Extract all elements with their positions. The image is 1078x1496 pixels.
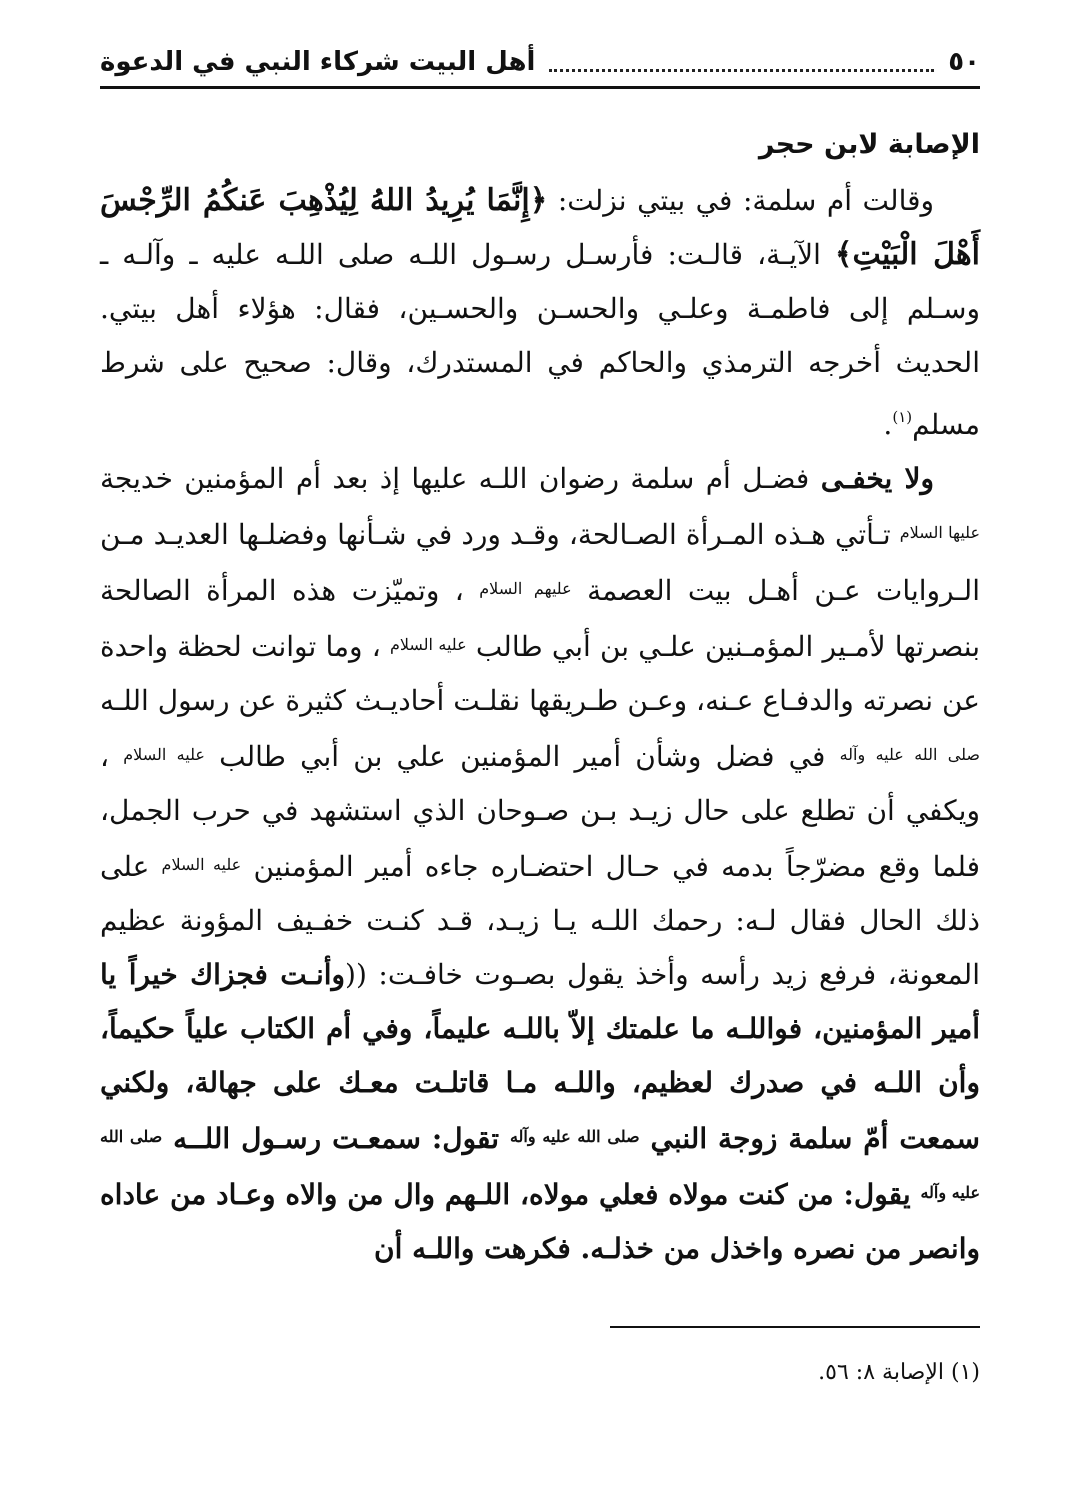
source-heading: الإصابة لابن حجر xyxy=(758,129,980,160)
honorific-symbol: صلى الله عليه وآله xyxy=(509,1127,640,1146)
footnote-rule xyxy=(610,1326,980,1328)
p2-text-7: على ذلك الحال فقال لـه: رحمك اللـه يـا زيـد، قـد كنـت خفـيف المؤونة عظيم المعونة، فرفع زيد رأسه وأخذ يقول بصـوت خافـت: (( xyxy=(100,850,980,991)
footnote: (١) الإصابة ٨: ٥٦. xyxy=(818,1360,980,1385)
leader-dots xyxy=(549,53,934,72)
honorific-symbol: عليه السلام xyxy=(123,745,205,764)
honorific-symbol: عليه السلام xyxy=(161,855,242,874)
honorific-symbol: عليهم السلام xyxy=(479,579,572,598)
p2-text-3: ، وتميّزت هذه المرأة الصالحة بنصرتها لأمـير المؤمـنين علـي بن أبي طالب xyxy=(100,574,980,663)
p1-end: . xyxy=(883,408,893,441)
running-title: أهل البيت شركاء النبي في الدعوة xyxy=(100,47,536,77)
page-number: ٥٠ xyxy=(948,47,980,77)
running-header xyxy=(100,40,980,84)
honorific-symbol: عليه السلام xyxy=(389,635,467,654)
footnote-ref: (١) xyxy=(892,408,913,426)
honorific-symbol: صلى الله عليه وآله xyxy=(100,1127,980,1202)
honorific-symbol: صلى الله عليه وآله xyxy=(839,745,981,764)
p1-intro: وقالت أم سلمة: في بيتي نزلت: xyxy=(547,184,934,217)
p2-text-6: ، ويكفي أن تطلع على حال زيـد بـن صـوحان الذي استشهد في حرب الجمل، فلما وقع مضرّجاً بدمه في حـال احتضـاره جاءه أمير المؤمنين xyxy=(100,740,980,883)
p2-bold-start: ولا يخفـى xyxy=(820,462,934,495)
body-text xyxy=(100,118,980,1276)
header-rule xyxy=(100,86,980,89)
p2-text-5: في فضل وشأن أمير المؤمنين علي بن أبي طالب xyxy=(204,740,840,773)
p2-text-2: تـأتي هـذه المـرأة الصـالحة، وقـد ورد في شـأنها وفضلـها العديـد مـن الـروايات عـن أهـل بيت العصمة xyxy=(100,518,980,607)
honorific-symbol: عليها السلام xyxy=(899,523,980,542)
p2-bold-quote-1: وأنـت فجزاك خيراً يا أمير المؤمنين، فواللـه ما علمتك إلاّ باللـه عليماً، وفي أم الكتاب علياً حكيماً، وأن اللـه في صدرك لعظيم، واللـه مـا قاتلـت معـك على جهالة، ولكني سمعت أمّ سلمة زوجة النبي xyxy=(100,958,980,1155)
paragraph-1 xyxy=(100,174,980,452)
p2-bold-quote-3: يقول: من كنت مولاه فعلي مولاه، اللـهم وال من والاه وعـاد من عاداه وانصر من نصره واخذل من خذلـه. فكرهت واللـه أن xyxy=(100,1178,980,1265)
p2-text-1: فضـل أم سلمة رضوان اللـه عليها إذ بعد أم المؤمنين خديجة xyxy=(100,462,821,495)
quran-verse: ﴿إِنَّمَا يُرِيدُ اللهُ لِيُذْهِبَ عَنكُمُ الرِّجْسَ أَهْلَ الْبَيْتِ﴾ xyxy=(100,183,980,272)
paragraph-2 xyxy=(100,452,980,1276)
p2-bold-quote-2: تقول: سمعـت رسـول اللــه xyxy=(162,1122,510,1155)
p1-body: الآيـة، قالـت: فأرسـل رسـول اللـه صلى اللـه عليه ـ وآلـه ـ وسـلم إلى فاطمـة وعلـي والحسـن والحسـين، فقال: هؤلاء أهل بيتي. الحديث أخرجه الترمذي والحاكم في المستدرك، وقال: صحيح على شرط مسلم xyxy=(100,238,980,441)
p2-text-4: ، وما توانت لحظة واحدة عن نصرته والدفـاع عـنه، وعـن طـريقها نقلـت أحاديـث كثيرة عن رسول اللـه xyxy=(100,630,980,717)
